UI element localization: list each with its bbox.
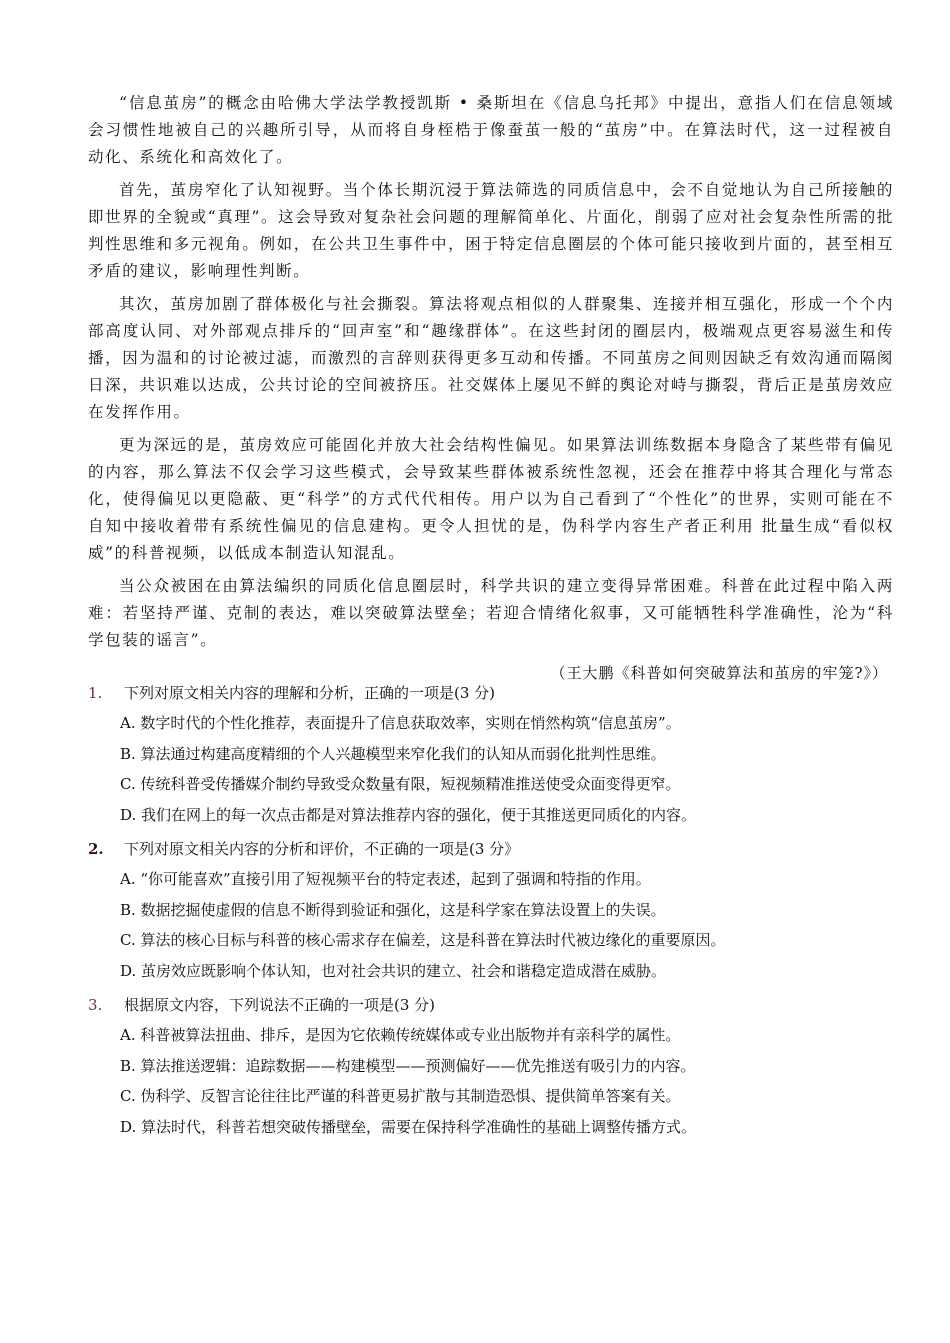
passage-paragraph-5: 当公众被困在由算法编织的同质化信息圈层时，科学共识的建立变得异常困难。科普在此过程中陷入两难：若坚持严谨、克制的表达，难以突破算法壁垒；若迎合情绪化叙事，又可能牺牲科学准确性，沦为“科学包装的谣言”。: [88, 577, 894, 649]
option-list: [120, 708, 894, 830]
question-stem: [88, 834, 894, 864]
option-d: D. 茧房效应既影响个体认知，也对社会共识的建立、社会和谐稳定造成潜在威胁。: [120, 961, 667, 980]
option-c: C. 传统科普受传播媒介制约导致受众数量有限，短视频精准推送使受众面变得更窄。: [120, 775, 681, 793]
passage-paragraph-1: “信息茧房”的概念由哈佛大学法学教授凯斯 • 桑斯坦在《信息乌托邦》中提出，意指人们在信息领域 会习惯性地被自己的兴趣所引导，从而将自身桎梏于像蚕茧一般的“茧房”中。在算法时代，这一过程被自 动化、系统化和高效化了。: [88, 94, 894, 166]
question-2: [88, 834, 894, 986]
passage-source: （王大鹏《科普如何突破算法和茧房的牢笼?》）: [550, 664, 888, 682]
option-a: A. “你可能喜欢”直接引用了短视频平台的特定表述，起到了强调和特指的作用。: [120, 870, 651, 888]
question-list: [88, 678, 894, 1146]
question-text: 下列对原文相关内容的分析和评价，不正确的一项是(3 分》: [124, 840, 520, 858]
question-number: 1.: [88, 684, 103, 702]
option-d: D. 算法时代，科普若想突破传播壁垒，需要在保持科学准确性的基础上调整传播方式。: [120, 1117, 697, 1136]
option-a: A. 数字时代的个性化推荐，表面提升了信息获取效率，实则在悄然构筑“信息茧房”。: [120, 714, 681, 732]
option-c: C. 算法的核心目标与科普的核心需求存在偏差，这是科普在算法时代被边缘化的重要原因。: [120, 931, 726, 949]
question-1: [88, 678, 894, 830]
option-b: B. 算法推送逻辑：追踪数据——构建模型——预测偏好——优先推送有吸引力的内容。: [120, 1056, 696, 1075]
passage-paragraph-2: 首先，茧房窄化了认知视野。当个体长期沉浸于算法筛选的同质信息中，会不自觉地认为自己所接触的即世界的全貌或“真理”。这会导致对复杂社会问题的理解简单化、片面化，削弱了应对社会复杂性所需的批判性思维和多元视角。例如，在公共卫生事件中，困于特定信息圈层的个体可能只接收到片面的，甚至相互矛盾的建议，影响理性判断。: [88, 181, 894, 280]
question-stem: [88, 678, 894, 708]
option-d: D. 我们在网上的每一次点击都是对算法推荐内容的强化，便于其推送更同质化的内容。: [120, 805, 697, 824]
option-b: B. 数据挖掘使虚假的信息不断得到验证和强化，这是科学家在算法设置上的失误。: [120, 900, 666, 919]
option-c: C. 伪科学、反智言论往往比严谨的科普更易扩散与其制造恐惧、提供简单答案有关。: [120, 1087, 681, 1105]
option-a: A. 科普被算法扭曲、排斥，是因为它依赖传统媒体或专业出版物并有亲科学的属性。: [120, 1026, 681, 1044]
question-number: 3.: [88, 996, 103, 1014]
option-list: [120, 1020, 894, 1142]
reading-passage: [88, 90, 894, 686]
option-b: B. 算法通过构建高度精细的个人兴趣模型来窄化我们的认知从而弱化批判性思维。: [120, 744, 666, 763]
passage-paragraph-3: 其次，茧房加剧了群体极化与社会撕裂。算法将观点相似的人群聚集、连接并相互强化，形成一个个内部高度认同、对外部观点排斥的“回声室”和“趣缘群体”。在这些封闭的圈层内，极端观点更容易滋生和传播，因为温和的讨论被过滤，而激烈的言辞则获得更多互动和传播。不同茧房之间则因缺乏有效沟通而隔阂日深，共识难以达成，公共讨论的空间被挤压。社交媒体上屡见不鲜的舆论对峙与撕裂，背后正是茧房效应在发挥作用。: [88, 295, 894, 421]
question-text: 下列对原文相关内容的理解和分析，正确的一项是(3 分): [124, 684, 496, 702]
question-text: 根据原文内容，下列说法不正确的一项是(3 分): [124, 996, 436, 1014]
question-3: [88, 990, 894, 1142]
question-stem: [88, 990, 894, 1020]
option-list: [120, 864, 894, 986]
passage-paragraph-4: 更为深远的是，茧房效应可能固化并放大社会结构性偏见。如果算法训练数据本身隐含了某些带有偏见的内容，那么算法不仅会学习这些模式，会导致某些群体被系统性忽视，还会在推荐中将其合理化与常态化，使得偏见以更隐蔽、更“科学”的方式代代相传。用户以为自己看到了“个性化”的世界，实则可能在不自知中接收着带有系统性偏见的信息建构。更令人担忧的是，伪科学内容生产者正利用 批量生成“看似权威”的科普视频，以低成本制造认知混乱。: [88, 436, 894, 562]
question-number: 2.: [88, 840, 104, 858]
